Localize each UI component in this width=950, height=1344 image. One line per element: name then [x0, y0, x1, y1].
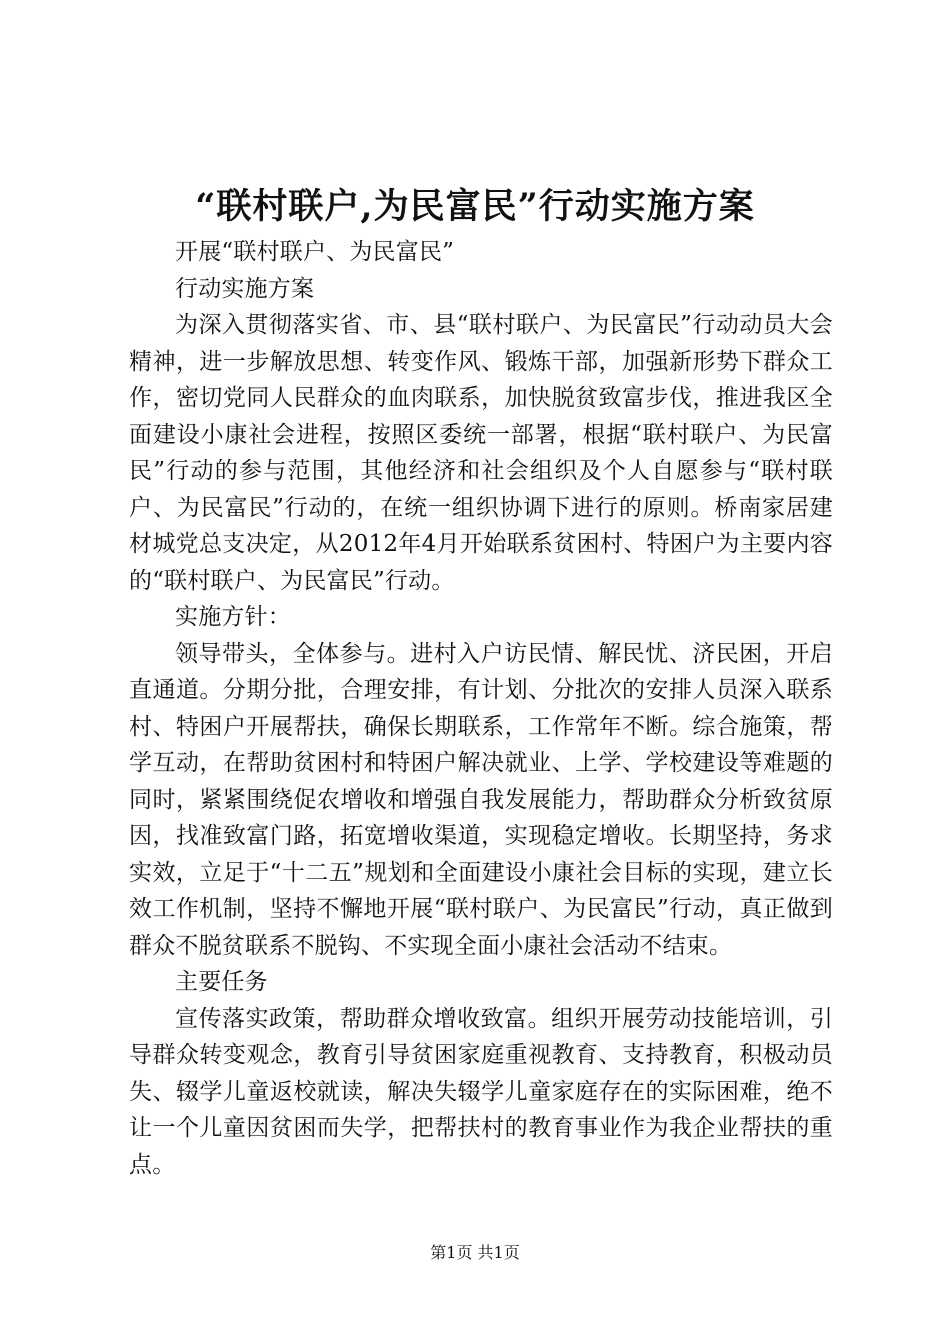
paragraph-subtitle-line-1: 开展“联村联户、为民富民”	[175, 239, 455, 265]
paragraph-subtitle-line-2: 行动实施方案	[175, 275, 315, 302]
paragraph-guidelines: 领导带头，全体参与。进村入户访民情、解民忧、济民困，开启直通道。分期分批，合理安排，有计划、分批次的安排人员深入联系村、特困户开展帮扶，确保长期联系，工作常年不断。综合施策，帮学互动，在帮助贫困村和特困户解决就业、上学、学校建设等难题的同时，紧紧围绕促农增收和增强自我发展能力，帮助群众分析致贫原因，找准致富门路，拓宽增收渠道，实现稳定增收。长期坚持，务求实效，立足于“十二五”规划和全面建设小康社会目标的实现，建立长效工作机制，坚持不懈地开展“联村联户、为民富民”行动，真正做到群众不脱贫联系不脱钩、不实现全面小康社会活动不结束。	[129, 640, 833, 959]
page-footer: 第1页 共1页	[430, 1243, 520, 1262]
section-heading-guidelines: 实施方针：	[175, 604, 291, 630]
paragraph-main-tasks: 宣传落实政策，帮助群众增收致富。组织开展劳动技能培训，引导群众转变观念，教育引导贫困家庭重视教育、支持教育，积极动员失、辍学儿童返校就读，解决失辍学儿童家庭存在的实际困难，绝不让一个儿童因贫困而失学，把帮扶村的教育事业作为我企业帮扶的重点。	[129, 1005, 833, 1178]
document-body	[129, 234, 833, 1183]
paragraph-introduction: 为深入贯彻落实省、市、县“联村联户、为民富民”行动动员大会精神，进一步解放思想、转变作风、锻炼干部，加强新形势下群众工作，密切党同人民群众的血肉联系，加快脱贫致富步伐，推进我区全面建设小康社会进程，按照区委统一部署，根据“联村联户、为民富民”行动的参与范围，其他经济和社会组织及个人自愿参与“联村联户、为民富民”行动的，在统一组织协调下进行的原则。桥南家居建材城党总支决定，从2012年4月开始联系贫困村、特困户为主要内容的“联村联户、为民富民”行动。	[129, 312, 833, 594]
section-heading-main-tasks: 主要任务	[175, 969, 268, 995]
document-title: “联村联户,为民富民”行动实施方案	[195, 186, 755, 227]
